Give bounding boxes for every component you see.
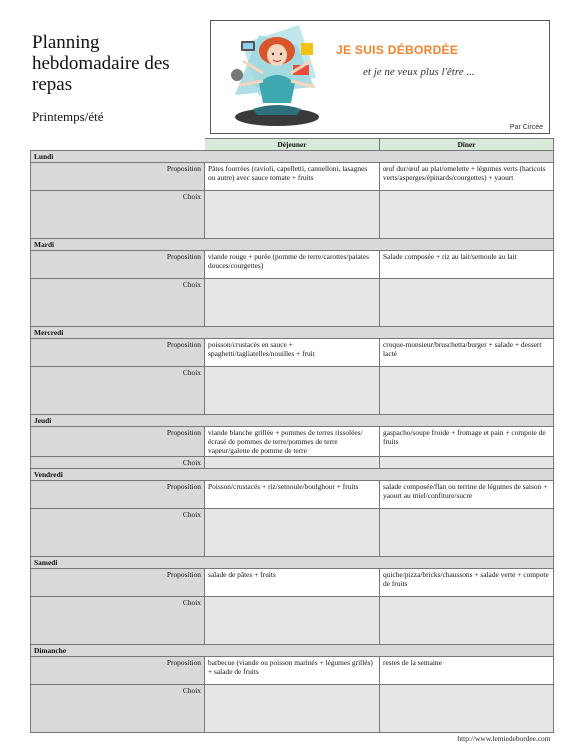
day-row: [31, 415, 554, 427]
lunch-proposal: Poisson/crustacés + riz/semoule/boulghour + fruits: [205, 481, 380, 509]
proposal-label: Proposition: [31, 569, 205, 597]
day-row: [31, 327, 554, 339]
proposal-label: Proposition: [31, 427, 205, 457]
lunch-proposal: Pâtes fourrées (ravioli, capelletti, cannelloni, lasagnes ou autre) avec sauce tomate + fruits: [205, 163, 380, 191]
choice-row: [31, 685, 554, 733]
brand-credit: Par Circée: [510, 124, 543, 131]
column-header-lunch: Déjeuner: [205, 139, 380, 151]
header-spacer: [31, 139, 205, 151]
dinner-proposal: restes de la semaine: [380, 657, 554, 685]
choice-label: Choix: [31, 457, 205, 469]
lunch-choice-cell[interactable]: [205, 685, 380, 733]
proposal-row: [31, 569, 554, 597]
dinner-proposal: croque-monsieur/bruschetta/burger + salade + dessert lacté: [380, 339, 554, 367]
day-row: [31, 645, 554, 657]
proposal-row: [31, 481, 554, 509]
day-row: [31, 557, 554, 569]
dinner-proposal: salade composée/flan ou terrine de légumes de saison + yaourt au miel/confiture/sucre: [380, 481, 554, 509]
dinner-proposal: Salade composée + riz au lait/semoule au lait: [380, 251, 554, 279]
lunch-proposal: poisson/crustacés en sauce + spaghetti/tagliatelles/nouilles + fruit: [205, 339, 380, 367]
dinner-choice-cell[interactable]: [380, 279, 554, 327]
choice-row: [31, 597, 554, 645]
lunch-choice-cell[interactable]: [205, 279, 380, 327]
day-name: Samedi: [31, 557, 554, 569]
choice-label: Choix: [31, 597, 205, 645]
choice-row: [31, 191, 554, 239]
lunch-choice-cell[interactable]: [205, 509, 380, 557]
proposal-row: [31, 657, 554, 685]
day-name: Mardi: [31, 239, 554, 251]
dinner-proposal: gaspacho/soupe froide + fromage et pain + compote de fruits: [380, 427, 554, 457]
proposal-row: [31, 339, 554, 367]
brand-banner: [210, 20, 550, 134]
day-name: Mercredi: [31, 327, 554, 339]
proposal-row: [31, 251, 554, 279]
day-name: Jeudi: [31, 415, 554, 427]
dinner-proposal: quiche/pizza/bricks/chaussons + salade verte + compote de fruits: [380, 569, 554, 597]
choice-row: [31, 457, 554, 469]
day-row: [31, 469, 554, 481]
busy-woman-illustration: [219, 25, 331, 129]
proposal-label: Proposition: [31, 163, 205, 191]
dinner-choice-cell[interactable]: [380, 457, 554, 469]
choice-label: Choix: [31, 509, 205, 557]
lunch-proposal: viande rouge + purée (pomme de terre/carottes/patates douces/courgettes): [205, 251, 380, 279]
column-header-dinner: Dîner: [380, 139, 554, 151]
dinner-proposal: œuf dur/œuf au plat/omelette + légumes verts (haricots verts/asperges/épinards/courgettes) + yaourt: [380, 163, 554, 191]
brand-tagline: et je ne veux plus l'être ...: [363, 66, 475, 78]
season-subtitle: Printemps/été: [32, 109, 104, 125]
choice-label: Choix: [31, 367, 205, 415]
lunch-choice-cell[interactable]: [205, 367, 380, 415]
footer-url: http://www.lemiedebordee.com: [31, 733, 554, 744]
choice-row: [31, 367, 554, 415]
dinner-choice-cell[interactable]: [380, 509, 554, 557]
dinner-choice-cell[interactable]: [380, 597, 554, 645]
proposal-label: Proposition: [31, 657, 205, 685]
lunch-proposal: viande blanche grillée + pommes de terres rissolées/écrasé de pommes de terre/pommes de terre vapeur/galette de pomme de terre: [205, 427, 380, 457]
meal-plan-table: [30, 138, 554, 744]
proposal-label: Proposition: [31, 339, 205, 367]
dinner-choice-cell[interactable]: [380, 367, 554, 415]
day-row: [31, 151, 554, 163]
lunch-proposal: salade de pâtes + fruits: [205, 569, 380, 597]
day-name: Vendredi: [31, 469, 554, 481]
day-name: Lundi: [31, 151, 554, 163]
proposal-row: [31, 427, 554, 457]
choice-row: [31, 279, 554, 327]
choice-label: Choix: [31, 191, 205, 239]
choice-row: [31, 509, 554, 557]
day-name: Dimanche: [31, 645, 554, 657]
page-title: Planning hebdomadaire des repas: [32, 32, 202, 95]
dinner-choice-cell[interactable]: [380, 685, 554, 733]
lunch-choice-cell[interactable]: [205, 191, 380, 239]
proposal-label: Proposition: [31, 251, 205, 279]
choice-label: Choix: [31, 685, 205, 733]
brand-name: JE SUIS DÉBORDÉE: [336, 43, 458, 57]
proposal-row: [31, 163, 554, 191]
lunch-proposal: barbecue (viande ou poisson marinés + légumes grillés) + salade de fruits: [205, 657, 380, 685]
day-row: [31, 239, 554, 251]
proposal-label: Proposition: [31, 481, 205, 509]
choice-label: Choix: [31, 279, 205, 327]
lunch-choice-cell[interactable]: [205, 457, 380, 469]
lunch-choice-cell[interactable]: [205, 597, 380, 645]
dinner-choice-cell[interactable]: [380, 191, 554, 239]
